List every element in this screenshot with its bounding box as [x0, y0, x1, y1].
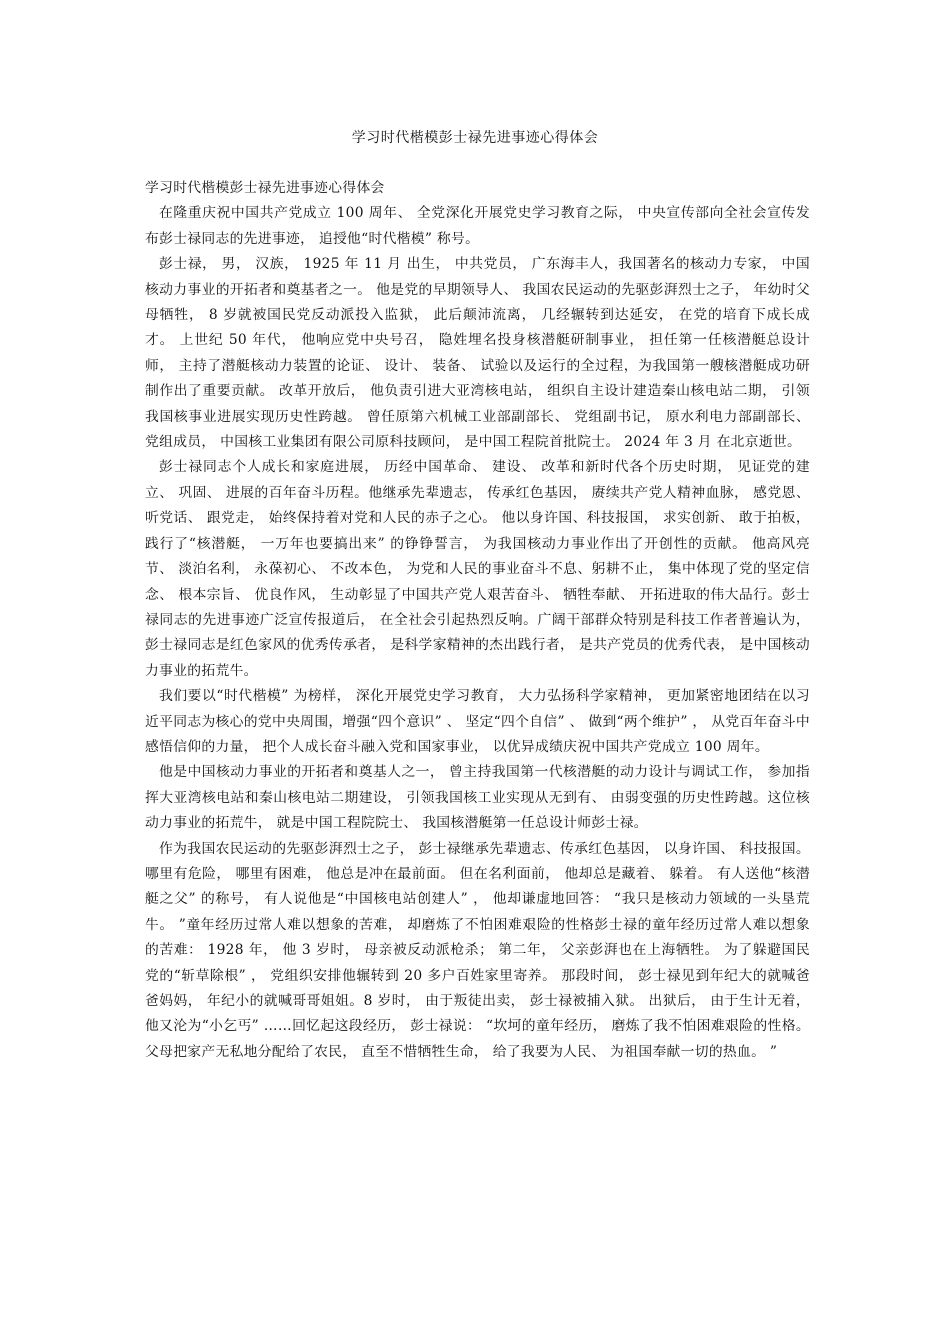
paragraph: 彭士禄， 男， 汉族， 1925 年 11 月 出生， 中共党员， 广东海丰人，我国著名的核动力专家， 中国核动力事业的开拓者和奠基者之一。 他是党的早期领导人、 我国农民运动的先驱彭湃烈士之子， 年幼时父母牺牲， 8 岁就被国民党反动派投入监狱， 此后颠沛流离， 几经辗转到达延安， 在党的培育下成长成才。 上世纪 50 年代， 他响应党中央号召， 隐姓埋名投身核潜艇研制事业， 担任第一任核潜艇总设计师， 主持了潜艇核动力装置的论证、 设计、 装备、 试验以及运行的全过程，为我国第一艘核潜艇成功研制作出了重要贡献。 改革开放后， 他负责引进大亚湾核电站， 组织自主设计建造秦山核电站二期， 引领我国核事业进展实现历史性跨越。 曾任原第六机械工业部副部长、 党组副书记， 原水利电力部副部长、 党组成员， 中国核工业集团有限公司原科技顾问， 是中国工程院首批院士。 2024 年 3 月 在北京逝世。	[145, 256, 810, 451]
paragraph: 彭士禄同志个人成长和家庭进展， 历经中国革命、 建设、 改革和新时代各个历史时期， 见证党的建立、 巩固、 进展的百年奋斗历程。他继承先辈遗志， 传承红色基因， 赓续共产党人精神血脉， 感党恩、听党话、 跟党走， 始终保持着对党和人民的赤子之心。 他以身许国、科技报国， 求实创新、 敢于拍板， 践行了“核潜艇， 一万年也要搞出来” 的铮铮誓言， 为我国核动力事业作出了开创性的贡献。 他高风亮节、 淡泊名利， 永葆初心、 不改本色， 为党和人民的事业奋斗不息、躬耕不止， 集中体现了党的坚定信念、 根本宗旨、 优良作风， 生动彰显了中国共产党人艰苦奋斗、 牺牲奉献、 开拓进取的伟大品行。彭士禄同志的先进事迹广泛宣传报道后， 在全社会引起热烈反响。广阔干部群众特别是科技工作者普遍认为， 彭士禄同志是红色家风的优秀传承者， 是科学家精神的杰出践行者， 是共产党员的优秀代表， 是中国核动力事业的拓荒牛。	[145, 459, 810, 679]
paragraph: 在隆重庆祝中国共产党成立 100 周年、 全党深化开展党史学习教育之际， 中央宣传部向全社会宣传发布彭士禄同志的先进事迹， 追授他“时代楷模” 称号。	[145, 205, 810, 247]
paragraph: 他是中国核动力事业的开拓者和奠基人之一， 曾主持我国第一代核潜艇的动力设计与调试工作， 参加指挥大亚湾核电站和秦山核电站二期建设， 引领我国核工业实现从无到有、 由弱变强的历史性跨越。这位核动力事业的拓荒牛， 就是中国工程院院士、 我国核潜艇第一任总设计师彭士禄。	[145, 764, 810, 832]
paragraph: 我们要以“时代楷模” 为榜样， 深化开展党史学习教育， 大力弘扬科学家精神， 更加紧密地团结在以习近平同志为核心的党中央周围，增强“四个意识” 、 坚定“四个自信” 、 做到“两个维护” ， 从党百年奋斗中感悟信仰的力量， 把个人成长奋斗融入党和国家事业， 以优异成绩庆祝中国共产党成立 100 周年。	[145, 688, 810, 755]
document-body	[145, 176, 810, 1065]
paragraph: 作为我国农民运动的先驱彭湃烈士之子， 彭士禄继承先辈遗志、传承红色基因， 以身许国、 科技报国。 哪里有危险， 哪里有困难， 他总是冲在最前面。 但在名利面前， 他却总是藏着、 躲着。 有人送他“核潜艇之父” 的称号， 有人说他是“中国核电站创建人” ， 他却谦虚地回答： “我只是核动力领域的一头垦荒牛。 ”童年经历过常人难以想象的苦难， 却磨炼了不怕困难艰险的性格彭士禄的童年经历过常人难以想象的苦难： 1928 年， 他 3 岁时， 母亲被反动派枪杀； 第二年， 父亲彭湃也在上海牺牲。 为了躲避国民党的“斩草除根” ， 党组织安排他辗转到 20 多户百姓家里寄养。 那段时间， 彭士禄见到年纪大的就喊爸爸妈妈， 年纪小的就喊哥哥姐姐。8 岁时， 由于叛徒出卖， 彭士禄被捕入狱。 出狱后， 由于生计无着， 他又沦为“小乞丐” ……回忆起这段经历， 彭士禄说： “坎坷的童年经历， 磨炼了我不怕困难艰险的性格。 父母把家产无私地分配给了农民， 直至不惜牺牲生命， 给了我要为人民、 为祖国奉献一切的热血。 ”	[145, 840, 810, 1060]
document-subtitle: 学习时代楷模彭士禄先进事迹心得体会	[145, 180, 385, 196]
document-title: 学习时代楷模彭士禄先进事迹心得体会	[351, 130, 599, 146]
